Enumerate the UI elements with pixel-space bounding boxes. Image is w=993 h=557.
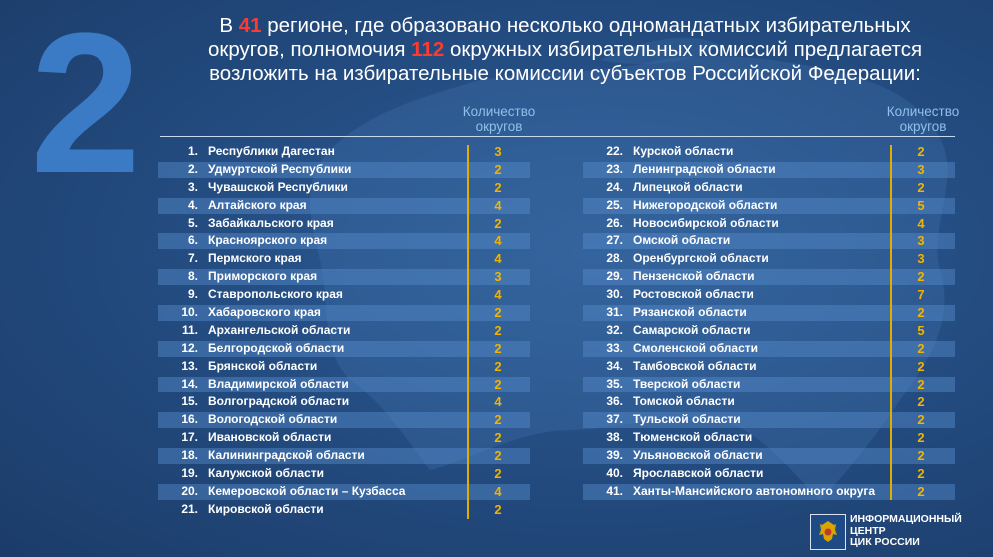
row-number: 39.	[606, 448, 623, 463]
district-count: 2	[494, 161, 502, 177]
row-number: 20.	[181, 483, 198, 498]
district-count: 2	[494, 305, 502, 321]
district-count: 2	[917, 340, 925, 356]
district-count: 3	[494, 144, 502, 159]
headline-text: регионе, где образовано несколько одномандатных избирательных	[261, 14, 911, 37]
district-count: 5	[917, 322, 925, 338]
region-name: Алтайского края	[208, 197, 307, 212]
table-row	[583, 232, 955, 250]
row-number: 18.	[181, 448, 198, 463]
row-number: 17.	[181, 430, 198, 445]
row-number: 30.	[606, 287, 623, 302]
left-column-header	[444, 104, 554, 134]
table-row	[583, 465, 955, 483]
table-row	[158, 322, 530, 340]
table-row	[583, 447, 955, 465]
district-count: 7	[917, 287, 925, 303]
region-name: Вологодской области	[208, 412, 338, 427]
district-count: 5	[917, 197, 925, 213]
district-count: 2	[917, 144, 925, 159]
row-number: 15.	[181, 394, 198, 409]
right-table	[583, 143, 955, 501]
table-row	[158, 465, 530, 483]
column-header-line: округов	[899, 119, 947, 134]
region-name: Смоленской области	[633, 340, 759, 355]
table-row	[583, 179, 955, 197]
table-row	[158, 411, 530, 429]
table-row	[158, 501, 530, 519]
row-number: 8.	[187, 269, 198, 284]
region-name: Удмуртской Республики	[208, 161, 352, 176]
district-count: 3	[917, 251, 925, 267]
region-name: Оренбургской области	[633, 251, 769, 266]
district-count: 2	[917, 430, 925, 446]
logo-line: ИНФОРМАЦИОННЫЙ	[850, 513, 962, 525]
table-row	[158, 358, 530, 376]
region-name: Омской области	[633, 233, 731, 248]
district-count: 2	[494, 322, 502, 338]
district-count: 2	[917, 483, 925, 499]
table-row	[583, 161, 955, 179]
region-name: Белгородской области	[208, 340, 345, 355]
district-count: 2	[917, 466, 925, 482]
district-count: 4	[494, 197, 502, 213]
region-name: Тамбовской области	[633, 358, 757, 373]
district-count: 4	[494, 483, 502, 499]
headline-line-3: возложить на избирательные комиссии субъектов Российской Федерации:	[209, 62, 921, 85]
headline-text: В	[219, 14, 239, 37]
table-row	[158, 304, 530, 322]
row-number: 37.	[606, 412, 623, 427]
region-name: Владимирской области	[208, 376, 349, 391]
district-count: 2	[917, 376, 925, 392]
logo-line: ЦЕНТР	[850, 524, 886, 537]
region-name: Липецкой области	[633, 179, 743, 194]
region-name: Тверской области	[633, 376, 741, 391]
table-row	[583, 429, 955, 447]
row-number: 12.	[181, 340, 198, 355]
row-number: 13.	[181, 358, 198, 373]
row-number: 5.	[187, 215, 198, 230]
row-number: 28.	[606, 251, 623, 266]
table-row	[158, 250, 530, 268]
column-header-line: Количество	[886, 104, 960, 119]
row-number: 14.	[181, 376, 198, 391]
region-name: Ростовской области	[633, 287, 754, 302]
region-name: Кемеровской области – Кузбасса	[208, 483, 406, 498]
table-row	[158, 143, 530, 161]
district-count: 2	[494, 501, 502, 517]
headline-text: округов, полномочия	[207, 38, 412, 61]
region-name: Ханты-Мансийского автономного округа	[633, 483, 876, 498]
row-number: 24.	[606, 179, 623, 194]
table-row	[158, 215, 530, 233]
region-name: Ленинградской области	[633, 161, 776, 176]
headline-line-2	[150, 38, 980, 62]
region-name: Томской области	[633, 394, 735, 409]
district-count: 2	[917, 269, 925, 285]
table-row	[583, 376, 955, 394]
row-number: 36.	[606, 394, 623, 409]
table-row	[583, 197, 955, 215]
table-row	[583, 286, 955, 304]
row-number: 25.	[606, 197, 623, 212]
district-count: 4	[494, 287, 502, 303]
headline-text: окружных избирательных комиссий предлагается	[444, 38, 923, 61]
table-row	[158, 179, 530, 197]
right-column-divider	[890, 145, 892, 500]
logo-line: ЦИК РОССИИ	[850, 536, 920, 548]
district-count: 2	[917, 412, 925, 428]
row-number: 40.	[606, 466, 623, 481]
table-row	[158, 447, 530, 465]
region-name: Тульской области	[633, 412, 741, 427]
region-name: Брянской области	[208, 358, 318, 373]
row-number: 29.	[606, 269, 623, 284]
headline	[150, 14, 980, 86]
region-name: Калининградской области	[208, 448, 365, 463]
row-number: 9.	[187, 287, 198, 302]
region-name: Республики Дагестан	[208, 144, 335, 158]
table-row	[158, 161, 530, 179]
region-name: Забайкальского края	[208, 215, 334, 230]
row-number: 16.	[181, 412, 198, 427]
table-row	[158, 286, 530, 304]
table-row	[583, 340, 955, 358]
district-count: 2	[494, 466, 502, 482]
row-number: 6.	[187, 233, 198, 248]
district-count: 2	[494, 430, 502, 446]
row-number: 27.	[606, 233, 623, 248]
region-name: Волгоградской области	[208, 394, 350, 409]
row-number: 1.	[187, 144, 198, 158]
district-count: 2	[494, 179, 502, 195]
table-row	[158, 197, 530, 215]
district-count: 2	[494, 376, 502, 392]
district-count: 2	[494, 215, 502, 231]
table-row	[583, 483, 955, 501]
headline-line-1	[150, 14, 980, 38]
district-count: 3	[494, 269, 502, 285]
district-count: 2	[494, 412, 502, 428]
region-name: Кировской области	[208, 501, 324, 516]
district-count: 2	[917, 179, 925, 195]
district-count: 2	[917, 448, 925, 464]
table-row	[583, 304, 955, 322]
region-name: Рязанской области	[633, 305, 747, 320]
district-count: 4	[494, 233, 502, 249]
region-name: Хабаровского края	[208, 305, 321, 320]
region-name: Пермского края	[208, 251, 302, 266]
region-name: Тюменской области	[633, 430, 753, 445]
row-number: 31.	[606, 305, 623, 320]
row-number: 26.	[606, 215, 623, 230]
commissions-count: 112	[411, 38, 445, 61]
region-name: Чувашской Республики	[208, 179, 348, 194]
table-row	[583, 393, 955, 411]
district-count: 4	[917, 215, 925, 231]
left-table	[158, 143, 530, 519]
right-column-header	[868, 104, 978, 134]
table-row	[583, 250, 955, 268]
row-number: 35.	[606, 376, 623, 391]
table-row	[583, 143, 955, 161]
column-header-line: Количество	[462, 104, 536, 119]
logo-text	[850, 514, 962, 549]
region-name: Архангельской области	[208, 322, 351, 337]
district-count: 2	[494, 340, 502, 356]
regions-count: 41	[238, 14, 262, 37]
table-row	[583, 215, 955, 233]
region-name: Новосибирской области	[633, 215, 779, 230]
region-name: Приморского края	[208, 269, 318, 284]
row-number: 22.	[606, 144, 623, 158]
row-number: 23.	[606, 161, 623, 176]
table-row	[158, 232, 530, 250]
row-number: 33.	[606, 340, 623, 355]
region-name: Ставропольского края	[208, 287, 343, 302]
column-header-line: округов	[475, 119, 523, 134]
slide-number: 2	[30, 0, 142, 215]
row-number: 19.	[181, 466, 198, 481]
table-row	[583, 322, 955, 340]
district-count: 3	[917, 161, 925, 177]
table-row	[158, 429, 530, 447]
row-number: 3.	[187, 179, 198, 194]
table-row	[158, 340, 530, 358]
district-count: 2	[917, 305, 925, 321]
table-row	[158, 376, 530, 394]
district-count: 4	[494, 251, 502, 267]
region-name: Курской области	[633, 144, 734, 158]
district-count: 2	[494, 358, 502, 374]
table-row	[158, 268, 530, 286]
district-count: 2	[917, 358, 925, 374]
row-number: 34.	[606, 358, 623, 373]
region-name: Красноярского края	[208, 233, 328, 248]
row-number: 41.	[606, 483, 623, 498]
row-number: 10.	[181, 305, 198, 320]
row-number: 4.	[187, 197, 198, 212]
table-row	[583, 411, 955, 429]
region-name: Ульяновской области	[633, 448, 763, 463]
district-count: 2	[917, 394, 925, 410]
table-row	[158, 393, 530, 411]
emblem-icon	[810, 514, 846, 550]
region-name: Пензенской области	[633, 269, 755, 284]
left-column-divider	[467, 145, 469, 519]
table-row	[583, 358, 955, 376]
row-number: 38.	[606, 430, 623, 445]
row-number: 21.	[181, 501, 198, 516]
row-number: 11.	[181, 322, 198, 337]
row-number: 2.	[187, 161, 198, 176]
row-number: 32.	[606, 322, 623, 337]
table-row	[158, 483, 530, 501]
region-name: Ивановской области	[208, 430, 332, 445]
region-name: Нижегородской области	[633, 197, 778, 212]
region-name: Самарской области	[633, 322, 751, 337]
header-divider	[160, 136, 955, 137]
row-number: 7.	[187, 251, 198, 266]
district-count: 2	[494, 448, 502, 464]
district-count: 3	[917, 233, 925, 249]
district-count: 4	[494, 394, 502, 410]
region-name: Калужской области	[208, 466, 325, 481]
table-row	[583, 268, 955, 286]
region-name: Ярославской области	[633, 466, 764, 481]
